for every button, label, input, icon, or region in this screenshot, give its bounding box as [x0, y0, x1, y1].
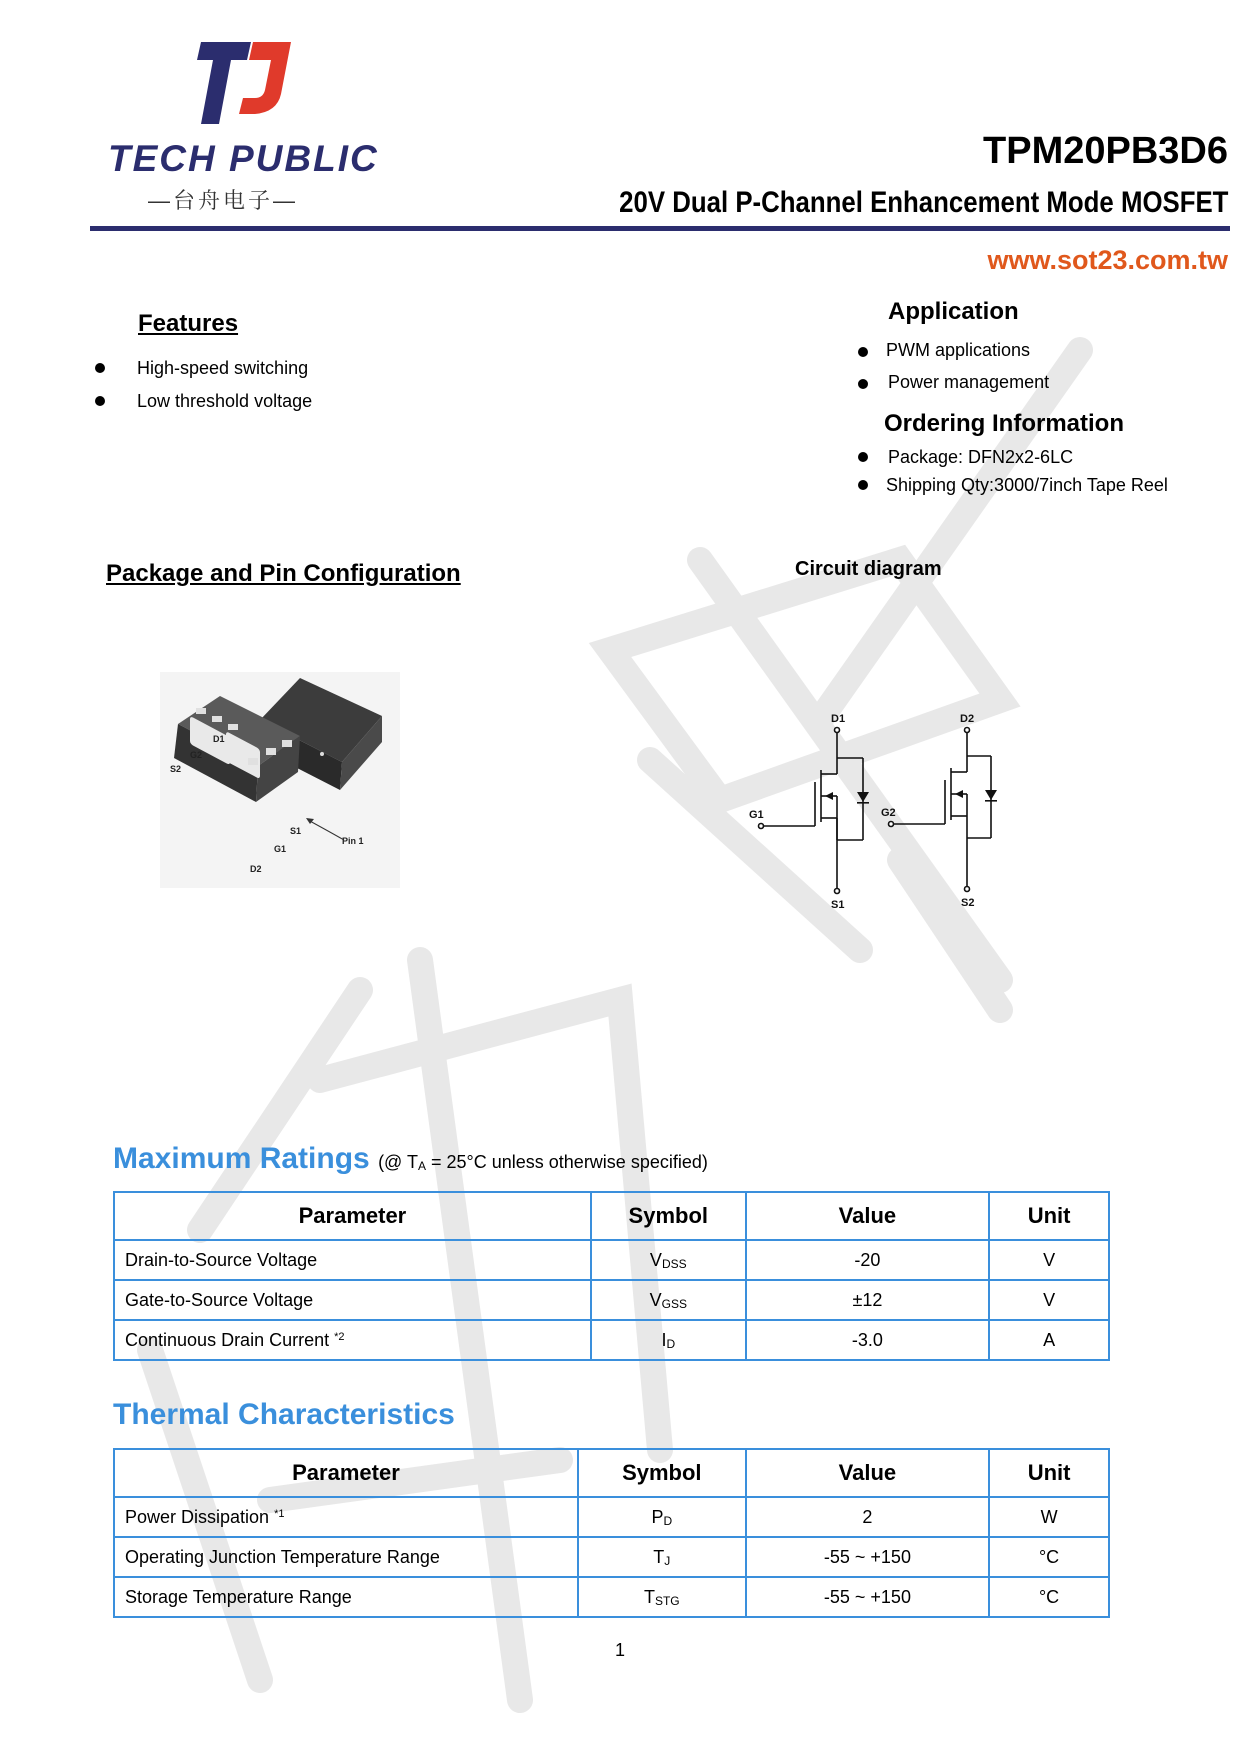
table-row [114, 1537, 1109, 1577]
pin-label-s2: S2 [170, 764, 182, 774]
pin1-label: Pin 1 [342, 836, 364, 846]
pin-label-g2: G2 [190, 750, 203, 760]
value-cell: ±12 [746, 1280, 989, 1320]
circuit-label-s1: S1 [831, 899, 845, 910]
column-header: Symbol [591, 1192, 746, 1240]
table-row [114, 1577, 1109, 1617]
pin-label-d1: D1 [213, 734, 225, 744]
header-divider [90, 226, 1230, 231]
symbol-cell: $P_D$ [578, 1497, 746, 1537]
circuit-label-g1: G1 [749, 809, 764, 821]
table-header-row [114, 1192, 1109, 1240]
circuit-label-s2: S2 [961, 897, 975, 909]
value-cell: -20 [746, 1240, 989, 1280]
table-header-row [114, 1449, 1109, 1497]
application-heading: Application [888, 298, 1019, 325]
logo-text: TECH PUBLIC [108, 138, 379, 179]
package-heading: Package and Pin Configuration [106, 560, 461, 587]
unit-cell: V [989, 1280, 1109, 1320]
max-ratings-table [113, 1191, 1110, 1361]
table-row [114, 1240, 1109, 1280]
circuit-diagram [745, 710, 1015, 910]
document-subtitle: 20V Dual P-Channel Enhancement Mode MOSFET [618, 186, 1228, 219]
symbol-cell: $V_{GSS}$ [591, 1280, 746, 1320]
param-cell: Gate-to-Source Voltage [114, 1280, 591, 1320]
pin-label-s1: S1 [290, 826, 302, 836]
table-row [114, 1280, 1109, 1320]
max-ratings-note: (@ $T_A = 25^\circ C$ unless otherwise specified) [378, 1152, 708, 1173]
unit-cell: A [989, 1320, 1109, 1360]
symbol-cell: $V_{DSS}$ [591, 1240, 746, 1280]
pin-label-d2: D2 [250, 864, 262, 874]
website-link[interactable]: www.sot23.com.tw [987, 245, 1228, 275]
circuit-label-d1: D1 [831, 713, 846, 725]
unit-cell: V [989, 1240, 1109, 1280]
page-number: 1 [614, 1640, 625, 1660]
max-ratings-heading: Maximum Ratings (@ $T_A = 25^\circ C$ unless otherwise specified) [113, 1142, 708, 1175]
column-header: Symbol [578, 1449, 746, 1497]
table-row [114, 1497, 1109, 1537]
company-logo [100, 38, 379, 213]
value-cell: -3.0 [746, 1320, 989, 1360]
ordering-heading: Ordering Information [884, 410, 1124, 437]
circuit-label-g2: G2 [881, 807, 896, 819]
unit-cell: °C [989, 1537, 1109, 1577]
symbol-cell: $T_J$ [578, 1537, 746, 1577]
param-cell: Drain-to-Source Voltage [114, 1240, 591, 1280]
value-cell: 2 [746, 1497, 989, 1537]
unit-cell: W [989, 1497, 1109, 1537]
symbol-cell: $T_{STG}$ [578, 1577, 746, 1617]
package-image [160, 672, 400, 888]
table-row [114, 1320, 1109, 1360]
logo-subtext: —台舟电子— [148, 188, 299, 213]
unit-cell: °C [989, 1577, 1109, 1617]
param-cell: Power Dissipation $^{*1}$ [114, 1497, 578, 1537]
column-header: Unit [989, 1449, 1109, 1497]
part-number: TPM20PB3D6 [983, 130, 1228, 172]
value-cell: -55 ~ +150 [746, 1537, 989, 1577]
circuit-label-d2: D2 [960, 713, 975, 725]
thermal-table [113, 1448, 1110, 1618]
symbol-cell: $I_D$ [591, 1320, 746, 1360]
column-header: Value [746, 1192, 989, 1240]
circuit-heading: Circuit diagram [795, 558, 942, 580]
param-cell: Storage Temperature Range [114, 1577, 578, 1617]
value-cell: -55 ~ +150 [746, 1577, 989, 1617]
param-cell: Continuous Drain Current $^{*2}$ [114, 1320, 591, 1360]
param-cell: Operating Junction Temperature Range [114, 1537, 578, 1577]
pin-label-g1: G1 [274, 844, 287, 854]
logo-mark-icon [195, 38, 295, 128]
features-heading: Features [138, 310, 239, 337]
column-header: Unit [989, 1192, 1109, 1240]
column-header: Parameter [114, 1449, 578, 1497]
column-header: Value [746, 1449, 989, 1497]
column-header: Parameter [114, 1192, 591, 1240]
thermal-heading: Thermal Characteristics [113, 1398, 455, 1431]
